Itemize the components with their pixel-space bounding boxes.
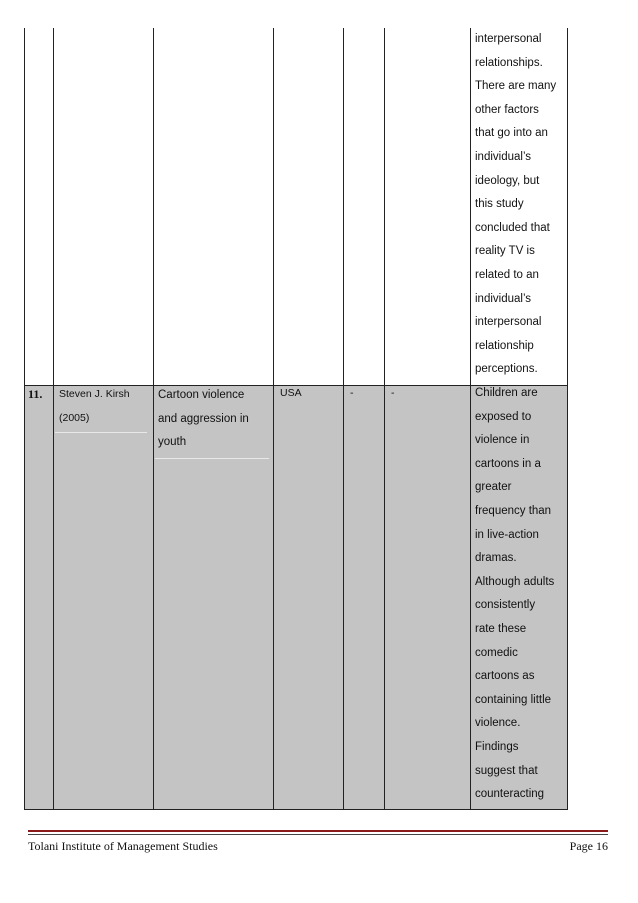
column-5-cell: - — [350, 387, 354, 399]
col-border — [567, 28, 568, 810]
title-cell-outline — [155, 458, 269, 459]
title-cell: Cartoon violence and aggression in youth — [158, 389, 249, 449]
col-border — [273, 28, 274, 810]
page-number: Page 16 — [569, 839, 608, 853]
col-border — [343, 28, 344, 810]
footer-institute: Tolani Institute of Management Studies — [28, 839, 218, 853]
col-border — [24, 28, 25, 810]
col-border — [153, 28, 154, 810]
col-border — [384, 28, 385, 810]
col-border — [53, 28, 54, 810]
footer-rule-thin — [28, 834, 608, 835]
column-6-cell: - — [391, 387, 395, 399]
col-border — [470, 28, 471, 810]
author-cell: Steven J. Kirsh (2005) — [59, 388, 130, 424]
row-border — [24, 809, 568, 810]
country-cell: USA — [280, 387, 302, 399]
row-number: 11. — [28, 387, 43, 401]
literature-review-table — [24, 28, 568, 810]
footer-rule — [28, 830, 608, 832]
author-cell-outline — [55, 432, 147, 433]
continued-findings-text: interpersonal relationships. There are many other factors that go into an individual’s ideology, but this study concluded that reality TV is related to an individual’s interpersonal relationship perceptions. — [475, 33, 557, 376]
findings-cell: Children are exposed to violence in cartoons in a greater frequency than in live-action dramas. Although adults consistently rate these comedic cartoons as containing little violence. Findings suggest that counteracting — [475, 387, 555, 801]
